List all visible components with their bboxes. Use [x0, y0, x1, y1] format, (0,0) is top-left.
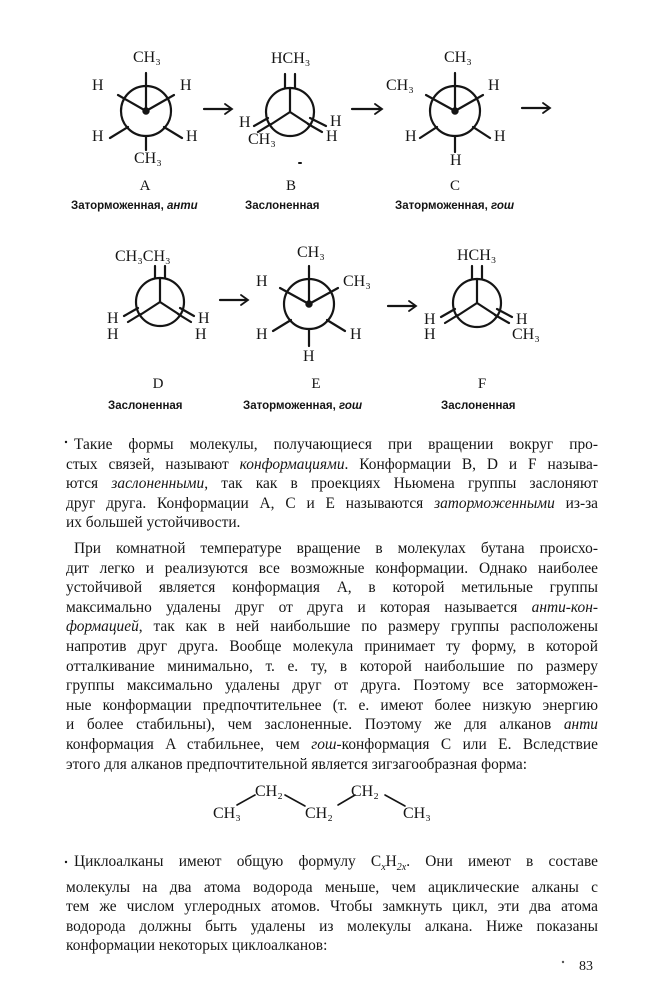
zigzag-ch2-1: CH₂ [255, 783, 283, 800]
newman-D [124, 266, 194, 326]
newman-A [110, 73, 182, 150]
B-letter: B [285, 178, 296, 194]
D-right-h1-label: H [198, 310, 210, 327]
D-top-label: CH₃CH₃ [115, 248, 171, 265]
E-right-up-label: CH₃ [343, 273, 371, 290]
paragraph-butane-rotation: При комнатной температуре вращение в молекулах бутана происхо- дит легко и реализуются все возможные конформации. Однако наиболее устойчивой является конформация A, в которой метильные группы максимально удалены друг от друга и которая называется анти-кон- формацией, так как в ней наибольшие по размеру группы расположены напротив друг друга. Вообще молекула принимает ту форму, в которой отталкивание минимально, т. е. ту, в которой наибольшие по размеру группы максимально удалены друг от друга. Поэтому все заторможен- ные конформации предпочтительнее (т. е. имеют более низкую энергию и более стабильны), чем заслоненные. Поэтому же для алканов анти конформация A стабильнее, чем гош-конформация C или E. Вследствие этого для алканов предпочтительной является зигзагообразная форма: [66, 540, 598, 773]
C-right-up-label: H [488, 77, 500, 94]
E-top-label: CH₃ [297, 244, 325, 261]
B-caption: Заслоненная [245, 200, 320, 212]
D-left-h2-label: H [107, 326, 119, 343]
A-caption: Заторможенная, анти [71, 200, 198, 212]
A-bottom-label: CH₃ [134, 150, 162, 167]
B-left-ch3-label: CH₃ [248, 131, 276, 148]
C-letter: C [449, 178, 460, 194]
zigzag-ch3-2: CH₃ [403, 805, 431, 822]
newman-C [420, 73, 490, 152]
F-left-h2-label: H [424, 326, 436, 343]
C-right-down-label: H [494, 128, 506, 145]
C-top-label: CH₃ [444, 49, 472, 66]
newman-F [441, 266, 512, 327]
A-letter: A [139, 178, 151, 194]
D-left-h1-label: H [107, 310, 119, 327]
E-right-down-label: H [350, 326, 362, 343]
C-bottom-label: H [450, 152, 462, 169]
newman-B [254, 74, 326, 136]
D-caption: Заслоненная [108, 400, 183, 412]
B-right-h2-label: H [326, 128, 338, 145]
E-letter: E [311, 376, 321, 392]
B-top-label: HCH₃ [271, 50, 311, 67]
B-right-h1-label: H [330, 113, 342, 130]
B-left-h-label: H [239, 114, 251, 131]
paragraph-conformations: Такие формы молекулы, получающиеся при вращении вокруг про- стых связей, называют конформациями. Конформации B, D и F называ- ются заслоненными, так как в проекциях Ньюмена группы заслоняют друг друга. Конформации A, C и E называются заторможенными из-за их большей устойчивости. [66, 436, 599, 532]
D-right-h2-label: H [195, 326, 207, 343]
E-left-down-label: H [256, 326, 268, 343]
F-right-ch3-label: CH₃ [512, 326, 540, 343]
E-bottom-label: H [303, 348, 315, 365]
zigzag-ch3-1: CH₃ [213, 805, 241, 822]
C-left-up-label: CH₃ [386, 77, 414, 94]
D-letter: D [152, 376, 164, 392]
A-top-label: CH₃ [133, 49, 161, 66]
A-left-up-label: H [92, 77, 104, 94]
C-caption: Заторможенная, гош [395, 200, 515, 212]
A-right-down-label: H [186, 128, 198, 145]
zigzag-ch2-2: CH₂ [305, 805, 333, 822]
F-top-label: HCH₃ [457, 247, 497, 264]
C-left-down-label: H [405, 128, 417, 145]
A-right-up-label: H [180, 77, 192, 94]
A-left-down-label: H [92, 128, 104, 145]
F-letter: F [477, 376, 487, 392]
E-caption: Заторможенная, гош [243, 400, 363, 412]
paragraph-cycloalkanes: Циклоалканы имеют общую формулу $C_xH_{2x}$. Они имеют в составе молекулы на два атома водорода меньше, чем ациклические алканы с тем же числом углеродных атомов. Чтобы замкнуть цикл, эти два атома водорода должны быть удалены из молекулы алкана. Ниже показаны конформации некоторых циклоалканов: [66, 853, 598, 955]
F-right-h-label: H [516, 311, 528, 328]
F-left-h1-label: H [424, 311, 436, 328]
F-caption: Заслоненная [441, 400, 516, 412]
E-left-up-label: H [256, 273, 268, 290]
page-number: 83 [579, 959, 593, 974]
newman-E [273, 266, 345, 346]
zigzag-ch2-3: CH₂ [351, 783, 379, 800]
